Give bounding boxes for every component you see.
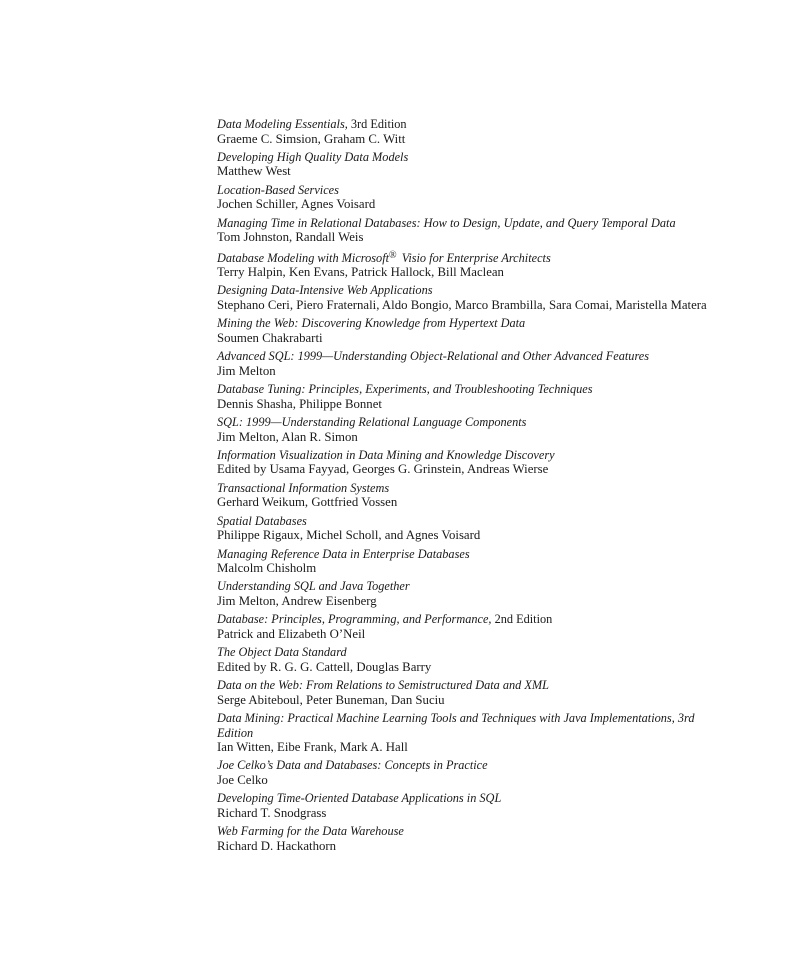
book-authors: Jochen Schiller, Agnes Voisard bbox=[217, 197, 376, 212]
book-authors: Serge Abiteboul, Peter Buneman, Dan Suciu bbox=[217, 692, 445, 707]
book-entry bbox=[217, 183, 777, 213]
book-title: Web Farming for the Data Warehouse bbox=[217, 824, 404, 839]
book-authors: Graeme C. Simsion, Graham C. Witt bbox=[217, 131, 406, 146]
book-authors: Joe Celko bbox=[217, 772, 268, 787]
book-authors: Gerhard Weikum, Gottfried Vossen bbox=[217, 495, 398, 510]
book-authors: Patrick and Elizabeth O’Neil bbox=[217, 626, 366, 641]
book-entry bbox=[217, 481, 777, 511]
book-entry bbox=[217, 415, 777, 445]
book-title: Data on the Web: From Relations to Semistructured Data and XML bbox=[217, 678, 549, 693]
book-authors: Stephano Ceri, Piero Fraternali, Aldo Bongio, Marco Brambilla, Sara Comai, Maristella Matera bbox=[217, 297, 707, 312]
book-authors: Dennis Shasha, Philippe Bonnet bbox=[217, 396, 382, 411]
book-entry bbox=[217, 150, 777, 180]
book-title-edition: 3rd Edition bbox=[350, 117, 407, 131]
book-entry bbox=[217, 117, 777, 147]
book-title: Advanced SQL: 1999—Understanding Object-Relational and Other Advanced Features bbox=[217, 349, 650, 364]
book-entry bbox=[217, 448, 777, 478]
book-entry bbox=[217, 791, 777, 821]
book-title: Location-Based Services bbox=[217, 182, 339, 197]
book-title-edition: 2nd Edition bbox=[494, 612, 553, 627]
book-entry bbox=[217, 824, 777, 854]
book-authors: Tom Johnston, Randall Weis bbox=[217, 230, 364, 245]
book-authors: Ian Witten, Eibe Frank, Mark A. Hall bbox=[217, 740, 408, 755]
book-list bbox=[217, 117, 777, 857]
book-entry bbox=[217, 579, 777, 609]
book-title: Spatial Databases bbox=[217, 513, 307, 528]
book-entry bbox=[217, 283, 777, 313]
book-title: Managing Reference Data in Enterprise Databases bbox=[217, 546, 470, 561]
book-authors: Edited by R. G. G. Cattell, Douglas Barry bbox=[217, 659, 432, 674]
book-entry bbox=[217, 678, 777, 708]
book-title: Information Visualization in Data Mining and Knowledge Discovery bbox=[217, 447, 555, 462]
book-authors: Jim Melton, Alan R. Simon bbox=[217, 429, 358, 444]
book-title: Developing Time-Oriented Database Applications in SQL bbox=[217, 791, 502, 806]
book-entry bbox=[217, 711, 777, 755]
book-authors: Richard T. Snodgrass bbox=[217, 805, 327, 820]
book-title: SQL: 1999—Understanding Relational Language Components bbox=[217, 415, 527, 430]
registered-trademark-symbol: ® bbox=[389, 249, 397, 261]
book-title: Managing Time in Relational Databases: How to Design, Update, and Query Temporal Data bbox=[217, 215, 676, 230]
book-title: Understanding SQL and Java Together bbox=[217, 579, 410, 594]
book-authors: Malcolm Chisholm bbox=[217, 561, 317, 576]
book-title: Database Modeling with Microsoft® Visio for Enterprise Architects bbox=[217, 249, 551, 265]
book-title: The Object Data Standard bbox=[217, 645, 347, 660]
book-entry bbox=[217, 612, 777, 642]
book-title: Database Tuning: Principles, Experiments, and Troubleshooting Techniques bbox=[217, 382, 593, 397]
book-entry bbox=[217, 547, 777, 577]
book-entry bbox=[217, 382, 777, 412]
book-title: Data Mining: Practical Machine Learning Tools and Techniques with Java Implementations, 3rd Edition bbox=[217, 711, 695, 740]
book-entry bbox=[217, 758, 777, 788]
book-entry bbox=[217, 514, 777, 544]
book-authors: Matthew West bbox=[217, 164, 291, 179]
book-authors: Jim Melton, Andrew Eisenberg bbox=[217, 593, 377, 608]
book-title: Data Modeling Essentials, 3rd Edition bbox=[217, 117, 407, 131]
book-title: Joe Celko’s Data and Databases: Concepts in Practice bbox=[217, 758, 488, 773]
book-authors: Richard D. Hackathorn bbox=[217, 838, 337, 853]
book-entry bbox=[217, 249, 777, 281]
book-authors: Philippe Rigaux, Michel Scholl, and Agnes Voisard bbox=[217, 528, 481, 543]
book-title: Transactional Information Systems bbox=[217, 480, 390, 495]
book-entry bbox=[217, 645, 777, 675]
book-title: Mining the Web: Discovering Knowledge from Hypertext Data bbox=[217, 316, 526, 331]
book-authors: Soumen Chakrabarti bbox=[217, 330, 323, 345]
book-authors: Jim Melton bbox=[217, 363, 276, 378]
book-entry bbox=[217, 316, 777, 346]
book-title: Database: Principles, Programming, and Performance, 2nd Edition bbox=[217, 612, 553, 627]
book-title: Designing Data-Intensive Web Applications bbox=[217, 283, 433, 298]
book-authors: Terry Halpin, Ken Evans, Patrick Hallock, Bill Maclean bbox=[217, 265, 504, 280]
book-title: Developing High Quality Data Models bbox=[217, 149, 409, 164]
book-entry bbox=[217, 216, 777, 246]
book-authors: Edited by Usama Fayyad, Georges G. Grinstein, Andreas Wierse bbox=[217, 462, 549, 477]
book-entry bbox=[217, 349, 777, 379]
